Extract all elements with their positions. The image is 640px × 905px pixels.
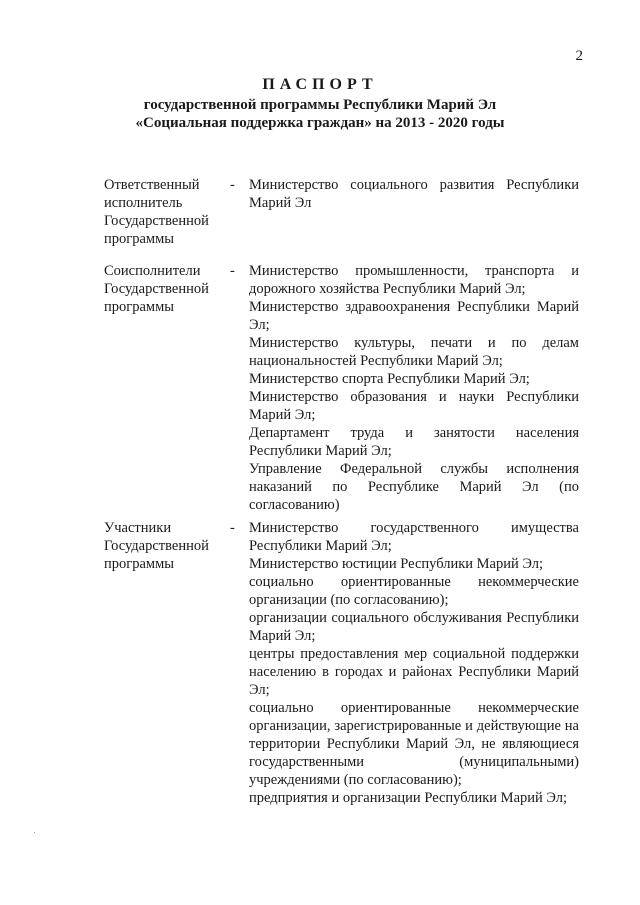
row-content (249, 519, 579, 807)
document-title: ПАСПОРТ (262, 76, 378, 93)
row-dash: - (230, 263, 235, 279)
row-label: Соисполнители Государственной программы (104, 263, 209, 315)
subtitle-line-2: «Социальная поддержка граждан» на 2013 - 2020 годы (135, 115, 505, 131)
row-item: Министерство образования и науки Республики Марий Эл; (249, 389, 579, 423)
row-item: организации социального обслуживания Республики Марий Эл; (249, 610, 579, 644)
row-label: Участники Государственной программы (104, 520, 209, 572)
document-subtitle (0, 96, 640, 132)
row-item: Министерство социального развития Республики Марий Эл (249, 177, 579, 211)
row-dash: - (230, 177, 235, 193)
row-item: Управление Федеральной службы исполнения наказаний по Республике Марий Эл (по согласованию) (249, 461, 579, 513)
row-item: социально ориентированные некоммерческие организации, зарегистрированные и действующие на территории Республики Марий Эл, не являющиеся государственными (муниципальными) учреждениями (по согласованию); (249, 700, 579, 788)
row-item: Министерство государственного имущества Республики Марий Эл; (249, 520, 579, 554)
subtitle-line-1: государственной программы Республики Марий Эл (143, 97, 497, 113)
row-item: Министерство промышленности, транспорта и дорожного хозяйства Республики Марий Эл; (249, 263, 579, 297)
row-item: Министерство спорта Республики Марий Эл; (249, 371, 530, 387)
row-item: Министерство юстиции Республики Марий Эл; (249, 556, 544, 572)
row-item: Министерство здравоохранения Республики Марий Эл; (249, 299, 579, 333)
row-content (249, 262, 579, 514)
scan-speck (34, 832, 35, 833)
row-label: Ответственный исполнитель Государственной программы (104, 177, 209, 247)
row-item: предприятия и организации Республики Марий Эл; (249, 790, 568, 806)
row-content (249, 176, 579, 212)
row-item: Министерство культуры, печати и по делам национальностей Республики Марий Эл; (249, 335, 579, 369)
row-item: центры предоставления мер социальной поддержки населению в городах и районах Республики Марий Эл; (249, 646, 579, 698)
page-number: 2 (575, 48, 583, 64)
row-dash: - (230, 520, 235, 536)
row-item: социально ориентированные некоммерческие организации (по согласованию); (249, 574, 579, 608)
row-item: Департамент труда и занятости населения Республики Марий Эл; (249, 425, 579, 459)
